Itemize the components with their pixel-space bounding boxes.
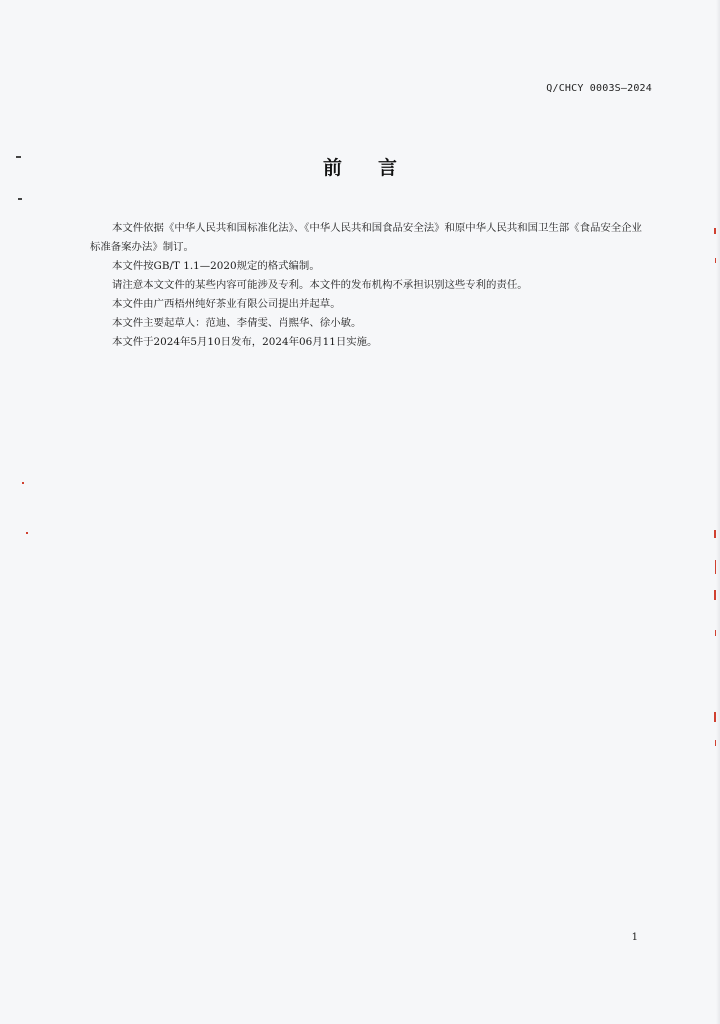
paragraph-dates: 本文件于2024年5月10日发布，2024年06月11日实施。 bbox=[112, 336, 378, 348]
page-number: 1 bbox=[631, 932, 638, 943]
scan-mark bbox=[16, 156, 21, 158]
scan-mark bbox=[18, 198, 22, 200]
paragraph-format: 本文件按GB/T 1.1—2020规定的格式编制。 bbox=[112, 260, 320, 272]
scan-edge bbox=[716, 0, 720, 1024]
scan-mark bbox=[22, 482, 24, 484]
document-code: Q/CHCY 0003S—2024 bbox=[546, 83, 652, 94]
paragraph-basis: 本文件依据《中华人民共和国标准化法》、《中华人民共和国食品安全法》和原中华人民共和国卫生部《食品安全企业标准备案办法》制订。 bbox=[90, 222, 642, 253]
title-char-1: 前 bbox=[322, 157, 342, 179]
title-char-2: 言 bbox=[378, 157, 398, 179]
paragraph-proposer: 本文件由广西梧州纯好茶业有限公司提出并起草。 bbox=[112, 298, 341, 310]
foreword-body bbox=[90, 219, 650, 352]
paragraph-drafters: 本文件主要起草人：范迪、李倩雯、肖熙华、徐小敏。 bbox=[112, 317, 362, 329]
scan-mark bbox=[26, 532, 28, 534]
page-title bbox=[0, 153, 720, 180]
paragraph-patent: 请注意本文文件的某些内容可能涉及专利。本文件的发布机构不承担识别这些专利的责任。 bbox=[112, 279, 528, 291]
